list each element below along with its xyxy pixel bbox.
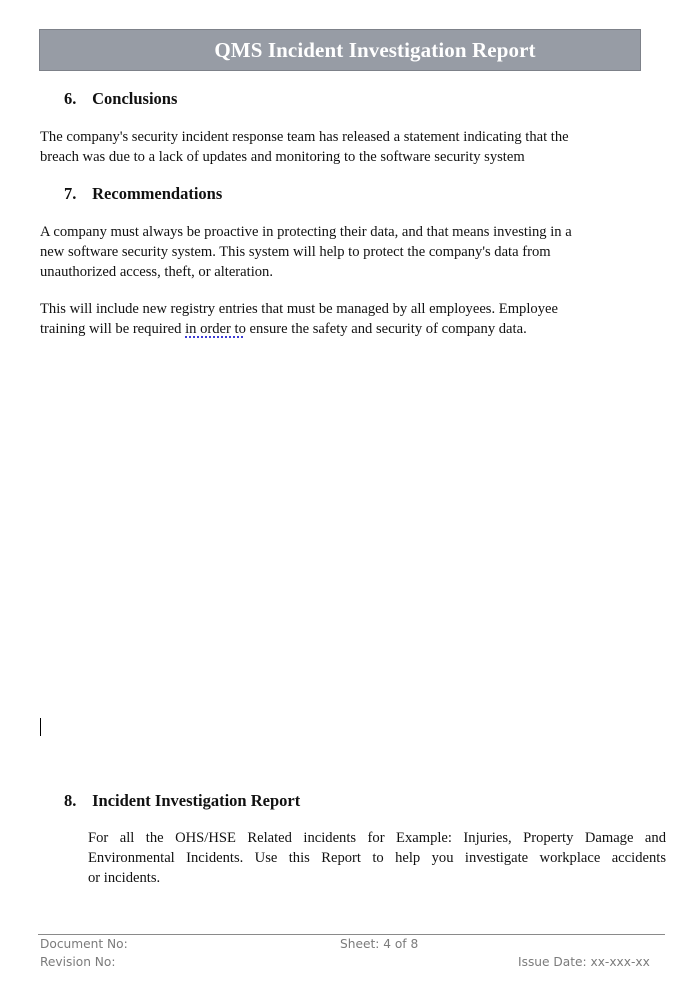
text-line: breach was due to a lack of updates and monitoring to the software security system bbox=[40, 149, 525, 165]
section-title: Conclusions bbox=[92, 89, 178, 108]
section-number: 6. bbox=[64, 89, 77, 108]
text-line: new software security system. This system will help to protect the company's data from bbox=[40, 244, 551, 260]
text-line: or incidents. bbox=[88, 870, 161, 886]
text-cursor bbox=[40, 718, 41, 736]
section-title: Incident Investigation Report bbox=[92, 791, 301, 810]
text-line bbox=[40, 319, 668, 339]
section-heading-conclusions bbox=[64, 89, 177, 109]
section-number: 8. bbox=[64, 791, 77, 810]
report-title: QMS Incident Investigation Report bbox=[214, 37, 536, 62]
footer-issue-date: Issue Date: xx-xxx-xx bbox=[518, 955, 650, 969]
footer-revision-no: Revision No: bbox=[40, 955, 116, 969]
report-title-banner bbox=[39, 29, 641, 71]
section-heading-incident-investigation-report bbox=[64, 791, 300, 811]
text-line: The company's security incident response team has released a statement indicating that the bbox=[40, 129, 569, 145]
recommendations-paragraph-2[interactable] bbox=[40, 299, 668, 339]
footer-sheet-number: Sheet: 4 of 8 bbox=[340, 937, 419, 951]
section-heading-recommendations bbox=[64, 184, 222, 204]
footer-divider bbox=[38, 934, 665, 935]
text-line: unauthorized access, theft, or alteration. bbox=[40, 264, 273, 280]
text-line: Environmental Incidents. Use this Report to help you investigate workplace accidents bbox=[88, 850, 666, 866]
section-number: 7. bbox=[64, 184, 77, 203]
footer-document-no: Document No: bbox=[40, 937, 128, 951]
text-segment: ensure the safety and security of company data. bbox=[245, 321, 527, 337]
grammar-suggestion-underline[interactable]: in order to bbox=[185, 321, 246, 337]
text-line: A company must always be proactive in protecting their data, and that means investing in a bbox=[40, 224, 572, 240]
conclusions-paragraph[interactable] bbox=[40, 127, 668, 167]
incident-report-paragraph[interactable] bbox=[88, 828, 666, 888]
text-line: For all the OHS/HSE Related incidents for Example: Injuries, Property Damage and bbox=[88, 830, 666, 846]
recommendations-paragraph-1[interactable] bbox=[40, 222, 668, 282]
text-segment: training will be required bbox=[40, 321, 186, 337]
text-line: This will include new registry entries that must be managed by all employees. Employee bbox=[40, 301, 558, 317]
section-title: Recommendations bbox=[92, 184, 223, 203]
